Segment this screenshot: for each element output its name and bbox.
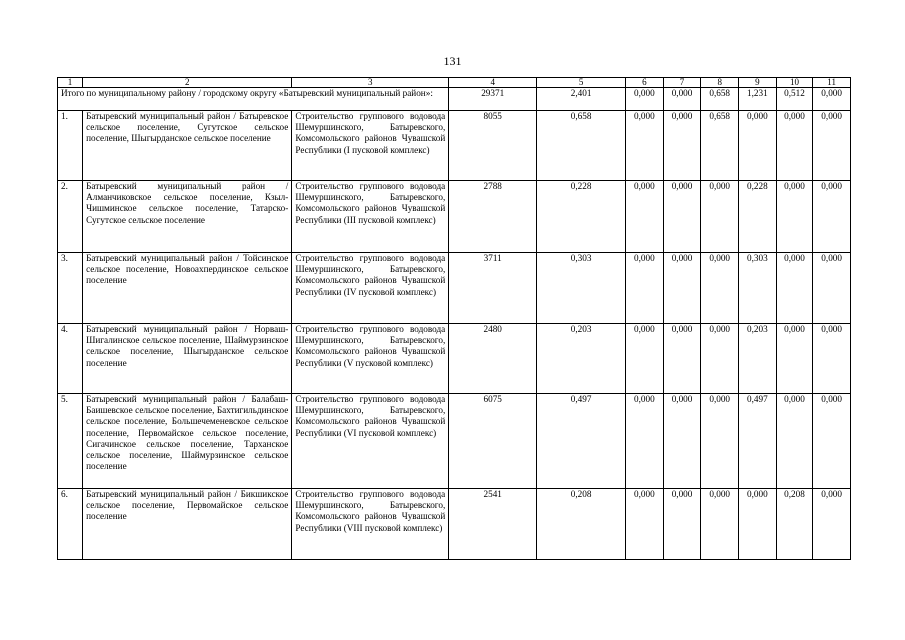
total-cell: 2,401 [537,88,626,111]
project-cell: Строительство группового водовода Шемуршинского, Батыревского, Комсомольского районов Чувашской Республики (VIII пусковой комплекс) [292,489,449,560]
row-number: 4. [58,324,83,394]
value-cell: 0,000 [739,111,777,181]
table-row [58,181,851,253]
value-cell: 0,000 [701,324,739,394]
value-cell: 0,000 [663,181,701,253]
municipality-cell: Батыревский муниципальный район / Балабаш-Баишевское сельское поселение, Бахтигильдинское сельское поселение, Большечеменевское сельское поселение, Первомайское сельское поселение, Сигачинское сельское поселение, Тарханское сельское поселение, Шаймурзинское сельское поселение [83,394,292,489]
value-cell: 0,000 [626,111,664,181]
value-cell: 0,208 [537,489,626,560]
value-cell: 0,000 [701,394,739,489]
column-header: 2 [83,78,292,88]
total-cell: 0,000 [663,88,701,111]
value-cell: 0,228 [537,181,626,253]
table-row [58,394,851,489]
value-cell: 0,000 [663,489,701,560]
value-cell: 6075 [449,394,537,489]
value-cell: 8055 [449,111,537,181]
row-number: 5. [58,394,83,489]
value-cell: 0,000 [626,181,664,253]
value-cell: 0,000 [626,394,664,489]
value-cell: 0,000 [663,111,701,181]
total-cell: 1,231 [739,88,777,111]
column-header: 7 [663,78,701,88]
data-table [57,77,851,560]
value-cell: 0,000 [813,394,851,489]
value-cell: 0,228 [739,181,777,253]
total-cell: 0,000 [813,88,851,111]
municipality-cell: Батыревский муниципальный район / Бикшикское сельское поселение, Первомайское сельское поселение [83,489,292,560]
project-cell: Строительство группового водовода Шемуршинского, Батыревского, Комсомольского районов Чувашской Республики (III пусковой комплекс) [292,181,449,253]
column-header: 9 [739,78,777,88]
value-cell: 0,000 [739,489,777,560]
value-cell: 0,000 [776,111,813,181]
value-cell: 0,000 [813,324,851,394]
total-label: Итого по муниципальному району / городскому округу «Батыревский муниципальный район»: [58,88,449,111]
page-number: 131 [443,54,462,68]
value-cell: 0,000 [776,253,813,324]
row-number: 2. [58,181,83,253]
value-cell: 0,000 [663,394,701,489]
value-cell: 2480 [449,324,537,394]
row-number: 1. [58,111,83,181]
table-row [58,253,851,324]
table-row [58,489,851,560]
value-cell: 0,658 [537,111,626,181]
column-header: 1 [58,78,83,88]
total-cell: 0,512 [776,88,813,111]
value-cell: 3711 [449,253,537,324]
total-cell: 29371 [449,88,537,111]
value-cell: 0,497 [739,394,777,489]
column-header: 11 [813,78,851,88]
row-number: 3. [58,253,83,324]
value-cell: 0,208 [776,489,813,560]
value-cell: 0,497 [537,394,626,489]
project-cell: Строительство группового водовода Шемуршинского, Батыревского, Комсомольского районов Чувашской Республики (I пусковой комплекс) [292,111,449,181]
column-header: 6 [626,78,664,88]
column-header: 10 [776,78,813,88]
value-cell: 0,000 [776,394,813,489]
value-cell: 0,000 [626,253,664,324]
column-header: 8 [701,78,739,88]
value-cell: 0,203 [739,324,777,394]
municipality-cell: Батыревский муниципальный район / Алманчиковское сельское поселение, Кзыл-Чишминское сельское поселение, Татарско-Сугутское сельское поселение [83,181,292,253]
project-cell: Строительство группового водовода Шемуршинского, Батыревского, Комсомольского районов Чувашской Республики (IV пусковой комплекс) [292,253,449,324]
table-row [58,324,851,394]
value-cell: 0,000 [813,253,851,324]
value-cell: 0,000 [626,324,664,394]
value-cell: 0,000 [663,253,701,324]
value-cell: 0,303 [739,253,777,324]
value-cell: 0,000 [776,181,813,253]
value-cell: 0,000 [776,324,813,394]
value-cell: 0,000 [663,324,701,394]
column-header: 3 [292,78,449,88]
value-cell: 0,000 [701,489,739,560]
municipality-cell: Батыревский муниципальный район / Норваш-Шигалинское сельское поселение, Шаймурзинское сельское поселение, Шыгырданское сельское поселение [83,324,292,394]
value-cell: 2541 [449,489,537,560]
municipality-cell: Батыревский муниципальный район / Тойсинское сельское поселение, Новоахпердинское сельское поселение [83,253,292,324]
total-cell: 0,658 [701,88,739,111]
value-cell: 0,203 [537,324,626,394]
total-cell: 0,000 [626,88,664,111]
total-row [58,88,851,111]
table-row [58,111,851,181]
row-number: 6. [58,489,83,560]
value-cell: 0,303 [537,253,626,324]
municipality-cell: Батыревский муниципальный район / Батыревское сельское поселение, Сугутское сельское поселение, Шыгырданское сельское поселение [83,111,292,181]
value-cell: 0,000 [701,253,739,324]
column-header: 5 [537,78,626,88]
value-cell: 0,000 [813,111,851,181]
column-number-row [58,78,851,88]
column-header: 4 [449,78,537,88]
project-cell: Строительство группового водовода Шемуршинского, Батыревского, Комсомольского районов Чувашской Республики (VI пусковой комплекс) [292,394,449,489]
value-cell: 0,000 [701,181,739,253]
value-cell: 2788 [449,181,537,253]
value-cell: 0,000 [626,489,664,560]
project-cell: Строительство группового водовода Шемуршинского, Батыревского, Комсомольского районов Чувашской Республики (V пусковой комплекс) [292,324,449,394]
value-cell: 0,000 [813,181,851,253]
value-cell: 0,658 [701,111,739,181]
value-cell: 0,000 [813,489,851,560]
